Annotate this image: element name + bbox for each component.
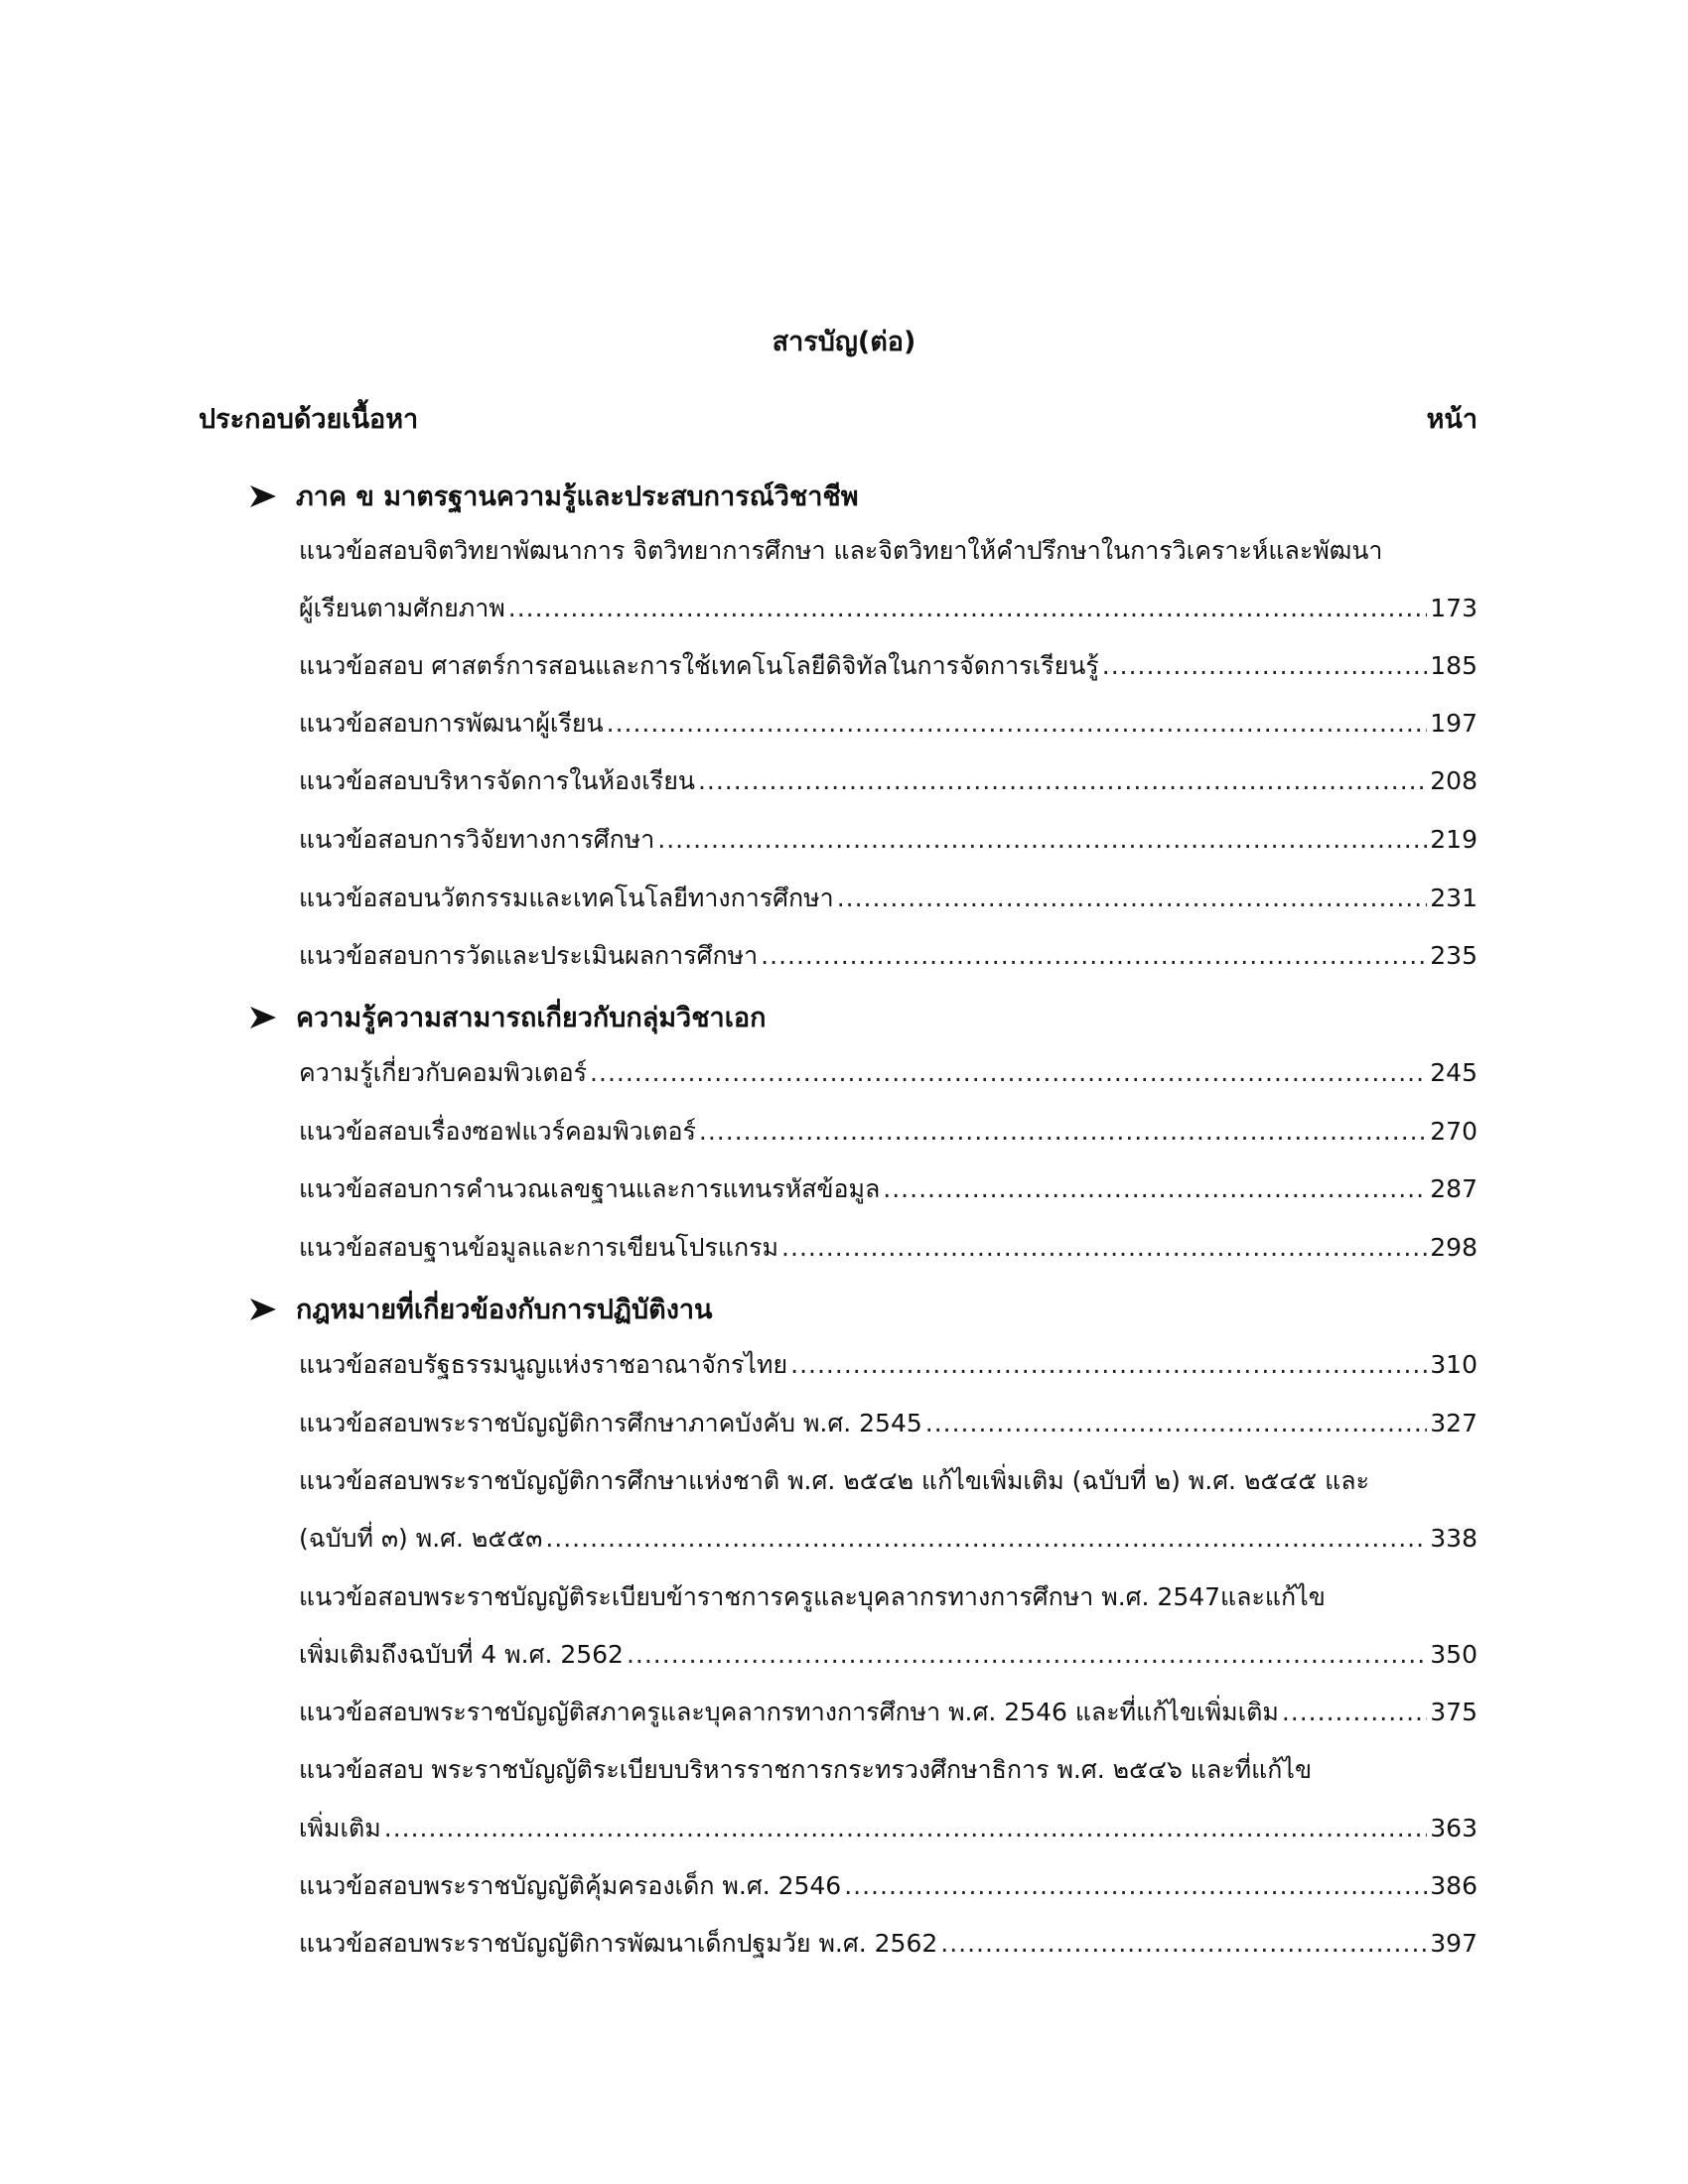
toc-entry[interactable]: [299, 879, 1477, 918]
toc-entry-title: แนวข้อสอบพระราชบัญญัติคุ้มครองเด็ก พ.ศ. 2546: [299, 1871, 842, 1900]
toc-entry-page: 386: [1430, 1871, 1477, 1900]
arrow-bullet-icon: [248, 483, 278, 509]
dot-leader: [699, 1117, 1427, 1146]
toc-entry-page: 185: [1430, 651, 1477, 680]
dot-leader: [657, 825, 1427, 854]
dot-leader: [590, 1058, 1427, 1087]
toc-entry[interactable]: [299, 1519, 1477, 1559]
toc-entry-page: 208: [1430, 766, 1477, 795]
toc-header: [199, 397, 1477, 437]
toc-entry-title: แนวข้อสอบการวัดและประเมินผลการศึกษา: [299, 941, 759, 970]
section-heading: ความรู้ความสามารถเกี่ยวกับกลุ่มวิชาเอก: [248, 996, 767, 1038]
dot-leader: [844, 1871, 1427, 1900]
toc-entry-title: (ฉบับที่ ๓) พ.ศ. ๒๕๕๓: [299, 1524, 543, 1553]
toc-entry-title: แนวข้อสอบเรื่องซอฟแวร์คอมพิวเตอร์: [299, 1117, 696, 1146]
toc-entry[interactable]: [299, 704, 1477, 744]
dot-leader: [781, 1233, 1427, 1262]
toc-entry-line: แนวข้อสอบ พระราชบัญญัติระเบียบบริหารราชการกระทรวงศึกษาธิการ พ.ศ. ๒๕๔๖ และที่แก้ไข: [299, 1755, 1313, 1784]
toc-entry[interactable]: [299, 1404, 1477, 1443]
toc-entry[interactable]: [299, 1053, 1477, 1093]
toc-entry-title: แนวข้อสอบฐานข้อมูลและการเขียนโปรแกรม: [299, 1233, 779, 1262]
section-heading: กฎหมายที่เกี่ยวข้องกับการปฏิบัติงาน: [248, 1288, 713, 1330]
toc-entry-title: แนวข้อสอบการพัฒนาผู้เรียน: [299, 709, 604, 738]
toc-entry[interactable]: [299, 1866, 1477, 1906]
toc-entry-page: 338: [1430, 1524, 1477, 1553]
toc-entry-page: 363: [1430, 1814, 1477, 1843]
toc-entry-line: แนวข้อสอบพระราชบัญญัติระเบียบข้าราชการครูและบุคลากรทางการศึกษา พ.ศ. 2547และแก้ไข: [299, 1582, 1326, 1611]
toc-entry-page: 327: [1430, 1409, 1477, 1437]
toc-entry-title: แนวข้อสอบพระราชบัญญัติสภาครูและบุคลากรทางการศึกษา พ.ศ. 2546 และที่แก้ไขเพิ่มเติม: [299, 1698, 1279, 1726]
toc-entry-title: ผู้เรียนตามศักยภาพ: [299, 594, 505, 622]
toc-entry[interactable]: [299, 1228, 1477, 1268]
dot-leader: [1102, 651, 1428, 680]
toc-entry-line: แนวข้อสอบพระราชบัญญัติการศึกษาแห่งชาติ พ.ศ. ๒๕๔๒ แก้ไขเพิ่มเติม (ฉบับที่ ๒) พ.ศ. ๒๕๔๕ และ: [299, 1466, 1370, 1495]
toc-entry-page: 173: [1430, 594, 1477, 622]
toc-entry[interactable]: [299, 761, 1477, 801]
toc-entry[interactable]: [299, 1635, 1477, 1675]
toc-entry-title: แนวข้อสอบการวิจัยทางการศึกษา: [299, 825, 655, 854]
dot-leader: [384, 1814, 1428, 1843]
toc-entry-title: แนวข้อสอบรัฐธรรมนูญแห่งราชอาณาจักรไทย: [299, 1350, 788, 1379]
dot-leader: [883, 1174, 1427, 1203]
dot-leader: [761, 941, 1427, 970]
toc-entry-title: แนวข้อสอบบริหารจัดการในห้องเรียน: [299, 766, 695, 795]
toc-entry-title: เพิ่มเติม: [299, 1814, 381, 1843]
dot-leader: [698, 766, 1427, 795]
toc-entry-page: 245: [1430, 1058, 1477, 1087]
toc-entry[interactable]: [299, 1169, 1477, 1209]
toc-entry-page: 235: [1430, 941, 1477, 970]
dot-leader: [940, 1929, 1427, 1958]
toc-entry-page: 375: [1430, 1698, 1477, 1726]
toc-entry[interactable]: [299, 589, 1477, 628]
toc-entry-page: 298: [1430, 1233, 1477, 1262]
toc-entry[interactable]: [299, 1345, 1477, 1385]
toc-entry-title: ความรู้เกี่ยวกับคอมพิวเตอร์: [299, 1058, 588, 1087]
toc-entry-title: แนวข้อสอบนวัตกรรมและเทคโนโลยีทางการศึกษา: [299, 884, 834, 912]
dot-leader: [925, 1409, 1428, 1437]
toc-entry-page: 219: [1430, 825, 1477, 854]
section-heading: ภาค ข มาตรฐานความรู้และประสบการณ์วิชาชีพ: [248, 475, 859, 517]
page-title: สารบัญ(ต่อ): [772, 327, 916, 357]
toc-entry[interactable]: [299, 1924, 1477, 1964]
dot-leader: [607, 709, 1428, 738]
arrow-bullet-icon: [248, 1297, 278, 1322]
dot-leader: [790, 1350, 1427, 1379]
dot-leader: [627, 1640, 1427, 1669]
toc-entry-page: 197: [1430, 709, 1477, 738]
toc-entry-line: แนวข้อสอบจิตวิทยาพัฒนาการ จิตวิทยาการศึกษา และจิตวิทยาให้คำปรึกษาในการวิเคราะห์และพัฒนา: [299, 536, 1383, 565]
dot-leader: [508, 594, 1428, 622]
contents-label: ประกอบด้วยเนื้อหา: [199, 404, 419, 435]
toc-entry-title: แนวข้อสอบพระราชบัญญัติการพัฒนาเด็กปฐมวัย พ.ศ. 2562: [299, 1929, 938, 1958]
dot-leader: [545, 1524, 1427, 1553]
toc-entry-page: 287: [1430, 1174, 1477, 1203]
toc-entry-title: เพิ่มเติมถึงฉบับที่ 4 พ.ศ. 2562: [299, 1640, 624, 1669]
toc-entry-title: แนวข้อสอบ ศาสตร์การสอนและการใช้เทคโนโลยีดิจิทัลในการจัดการเรียนรู้: [299, 651, 1099, 680]
toc-entry[interactable]: [299, 820, 1477, 860]
toc-entry-page: 231: [1430, 884, 1477, 912]
page-label: หน้า: [1426, 404, 1477, 435]
toc-entry[interactable]: [299, 646, 1477, 686]
toc-entry-title: แนวข้อสอบการคำนวณเลขฐานและการแทนรหัสข้อมูล: [299, 1174, 881, 1203]
toc-entry[interactable]: [299, 1809, 1477, 1848]
dot-leader: [1282, 1698, 1427, 1726]
toc-entry-page: 397: [1430, 1929, 1477, 1958]
toc-entry[interactable]: [299, 1112, 1477, 1152]
toc-entry[interactable]: [299, 936, 1477, 976]
toc-entry-title: แนวข้อสอบพระราชบัญญัติการศึกษาภาคบังคับ พ.ศ. 2545: [299, 1409, 922, 1437]
arrow-bullet-icon: [248, 1005, 278, 1030]
toc-entry-page: 270: [1430, 1117, 1477, 1146]
dot-leader: [837, 884, 1428, 912]
toc-entry-page: 310: [1430, 1350, 1477, 1379]
toc-entry[interactable]: [299, 1693, 1477, 1732]
toc-entry-page: 350: [1430, 1640, 1477, 1669]
